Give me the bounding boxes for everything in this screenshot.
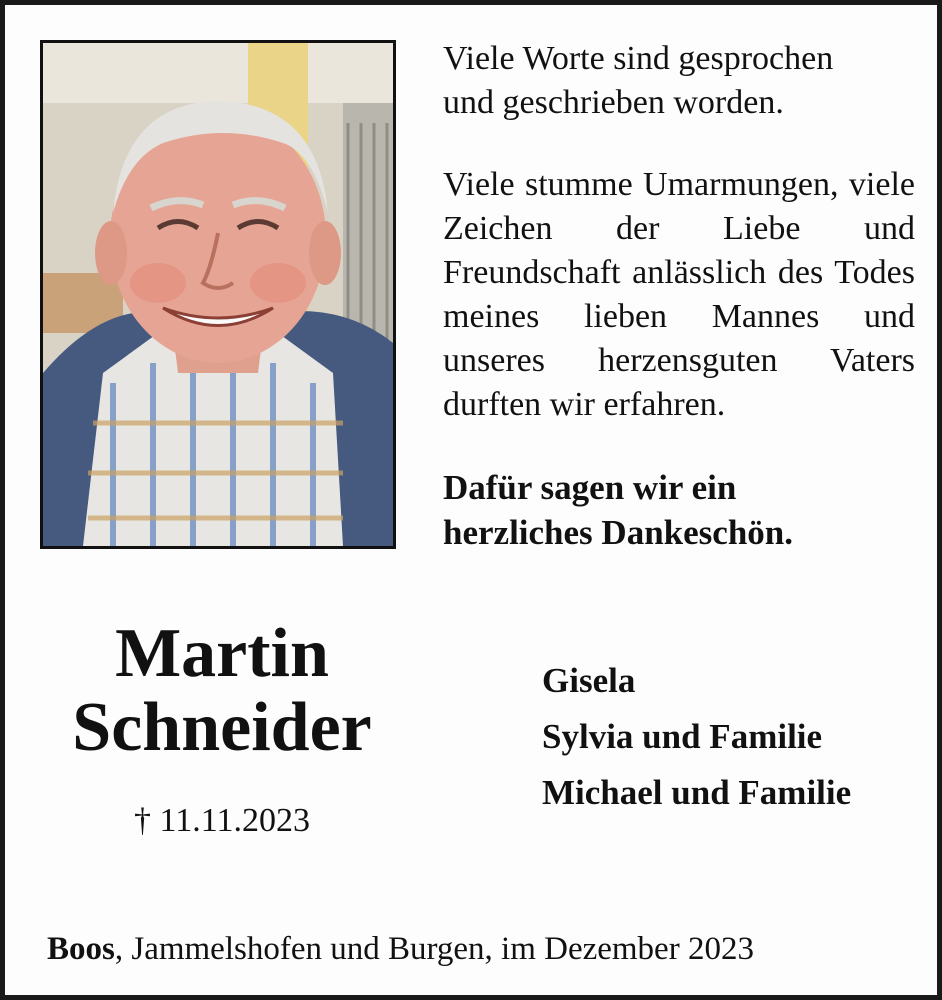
family-members (542, 653, 932, 821)
poem-line: Viele Worte sind gesprochen (443, 40, 834, 77)
death-date: † 11.11.2023 (134, 802, 310, 839)
poem-stanza-1 (443, 37, 915, 125)
family-member: Sylvia und Familie (542, 717, 823, 756)
poem-stanza-2: Viele stumme Umarmungen, viele Zeichen der Liebe und Freundschaft anlässlich des Todes meines lieben Mannes und unseres herzensguten Vaters durften wir erfahren. (443, 166, 915, 423)
thanks-line: Dafür sagen wir ein (443, 468, 737, 507)
deceased-name (37, 617, 407, 765)
footer-rest: , Jammelshofen und Burgen, im Dezember 2023 (114, 931, 754, 967)
portrait-illustration (43, 43, 393, 546)
first-name: Martin (115, 615, 329, 692)
portrait-photo (40, 40, 396, 549)
poem-line: und geschrieben worden. (443, 84, 784, 121)
footer-location-date (47, 927, 917, 971)
last-name: Schneider (72, 689, 372, 766)
footer-place: Boos (47, 931, 115, 967)
poem-text (443, 37, 915, 555)
thanks-line: herzliches Dankeschön. (443, 513, 793, 552)
family-member: Michael und Familie (542, 773, 852, 812)
deceased-info (37, 617, 407, 841)
thanks-text (443, 465, 915, 555)
family-member: Gisela (542, 661, 636, 700)
